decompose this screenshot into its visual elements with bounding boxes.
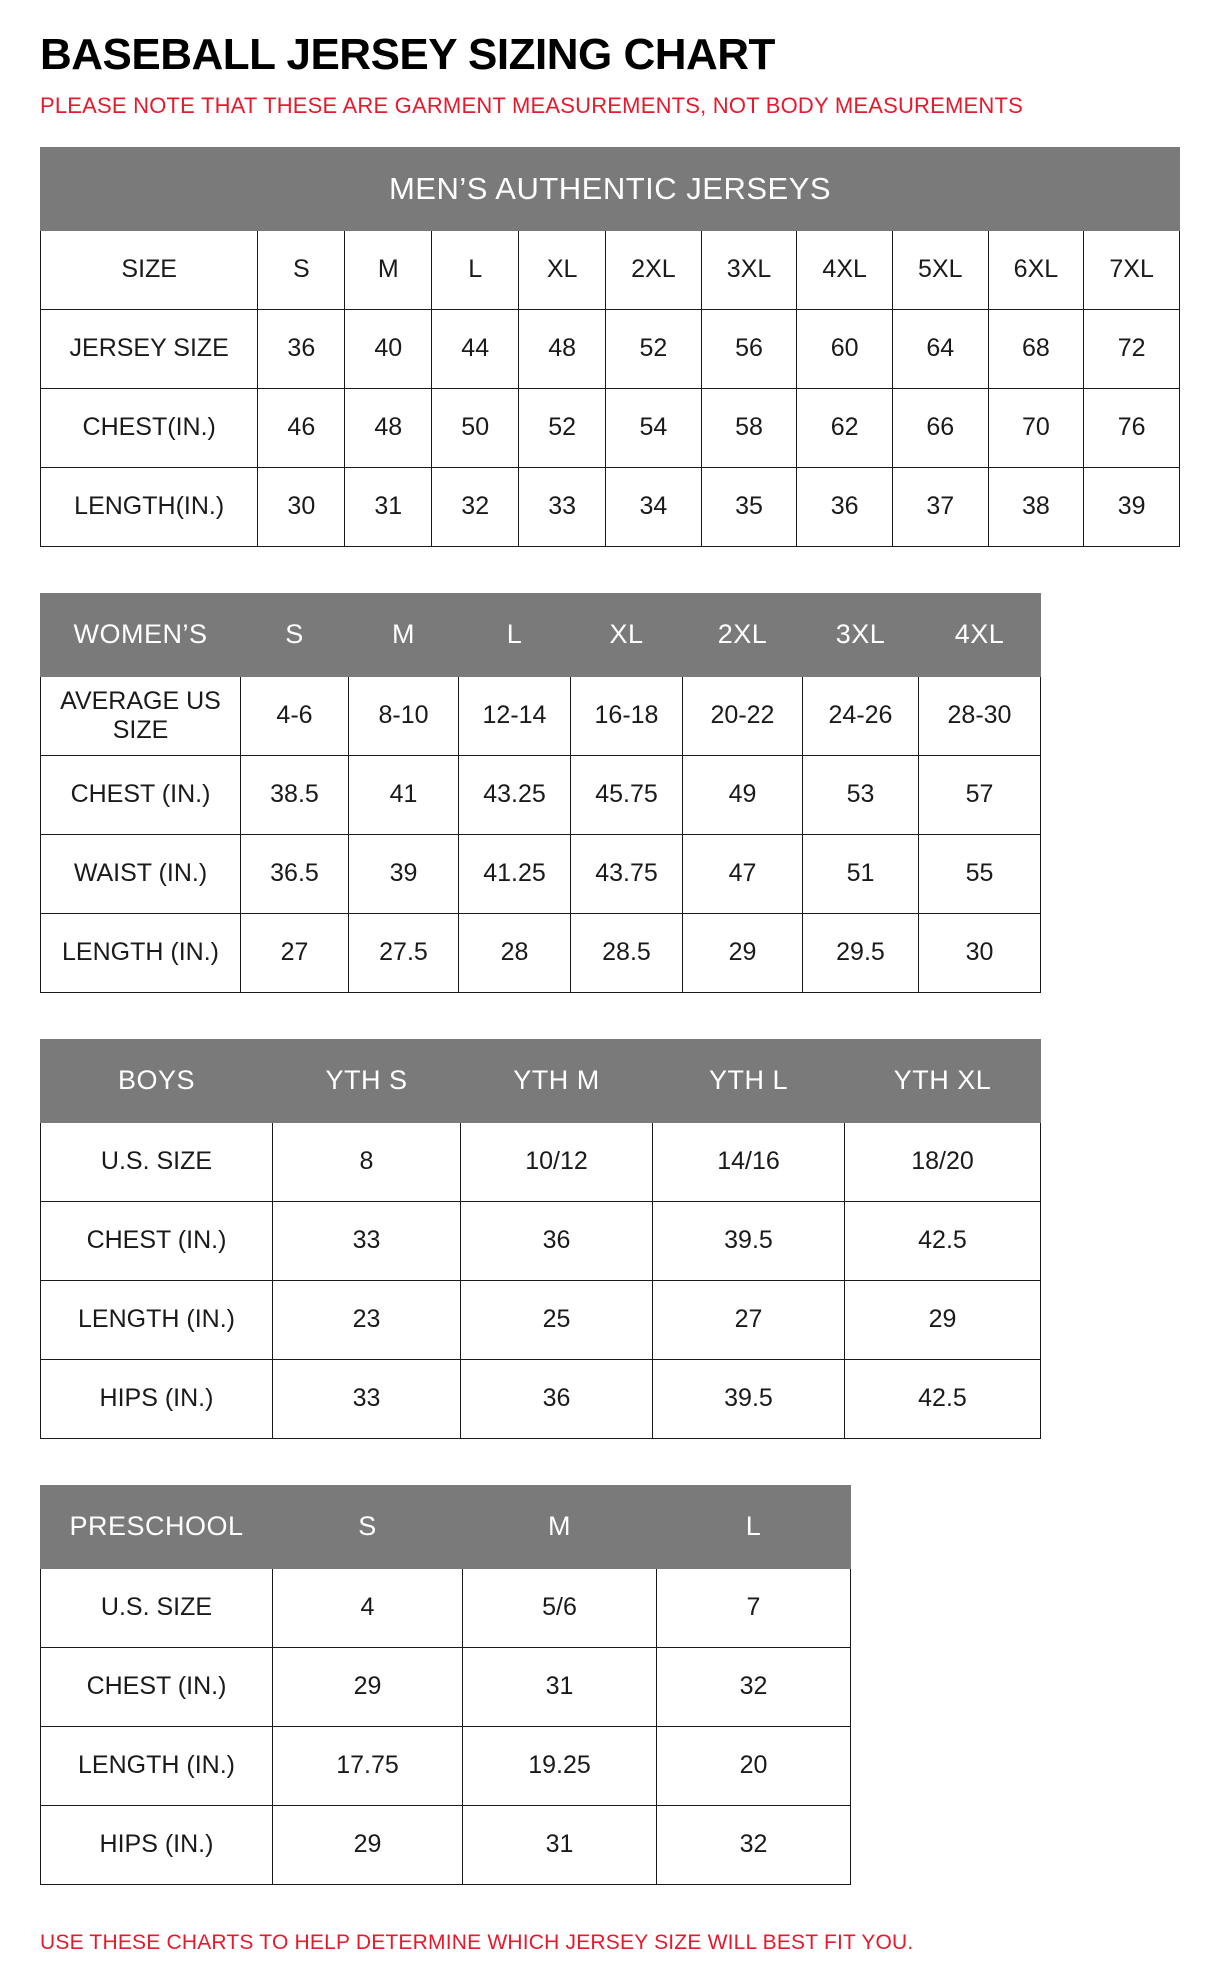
mens-col-size: SIZE — [41, 230, 258, 309]
preschool-col-m: M — [463, 1485, 657, 1568]
womens-cell: 51 — [803, 834, 919, 913]
womens-col-4xl: 4XL — [919, 593, 1041, 676]
womens-row-label: AVERAGE US SIZE — [41, 676, 241, 755]
boys-row-label: LENGTH (IN.) — [41, 1280, 273, 1359]
womens-row-label: CHEST (IN.) — [41, 755, 241, 834]
mens-cell: 44 — [432, 309, 519, 388]
preschool-row-label: CHEST (IN.) — [41, 1647, 273, 1726]
preschool-col-title: PRESCHOOL — [41, 1485, 273, 1568]
womens-cell: 57 — [919, 755, 1041, 834]
preschool-cell: 32 — [657, 1805, 851, 1884]
womens-col-l: L — [459, 593, 571, 676]
preschool-col-l: L — [657, 1485, 851, 1568]
mens-cell: 37 — [892, 467, 988, 546]
preschool-sizing-table — [40, 1485, 851, 1885]
mens-cell: 52 — [519, 388, 606, 467]
preschool-cell: 4 — [273, 1568, 463, 1647]
boys-cell: 39.5 — [653, 1359, 845, 1438]
preschool-col-s: S — [273, 1485, 463, 1568]
table-row — [41, 913, 1041, 992]
footer-note: USE THESE CHARTS TO HELP DETERMINE WHICH JERSEY SIZE WILL BEST FIT YOU. — [40, 1930, 914, 1954]
womens-cell: 28-30 — [919, 676, 1041, 755]
table-row — [41, 1647, 851, 1726]
table-row — [41, 388, 1180, 467]
womens-col-xl: XL — [571, 593, 683, 676]
mens-col-6xl: 6XL — [988, 230, 1084, 309]
mens-cell: 64 — [892, 309, 988, 388]
mens-cell: 39 — [1084, 467, 1180, 546]
womens-cell: 29.5 — [803, 913, 919, 992]
preschool-row-label: U.S. SIZE — [41, 1568, 273, 1647]
table-row — [41, 676, 1041, 755]
womens-cell: 39 — [349, 834, 459, 913]
boys-cell: 25 — [461, 1280, 653, 1359]
boys-col-yth-m: YTH M — [461, 1039, 653, 1122]
preschool-cell: 29 — [273, 1647, 463, 1726]
mens-cell: 60 — [797, 309, 893, 388]
preschool-cell: 32 — [657, 1647, 851, 1726]
mens-cell: 48 — [345, 388, 432, 467]
boys-header-row — [41, 1039, 1041, 1122]
boys-cell: 29 — [845, 1280, 1041, 1359]
mens-cell: 68 — [988, 309, 1084, 388]
boys-cell: 36 — [461, 1201, 653, 1280]
mens-cell: 30 — [258, 467, 345, 546]
mens-cell: 32 — [432, 467, 519, 546]
page-title: BASEBALL JERSEY SIZING CHART — [40, 30, 775, 79]
womens-cell: 20-22 — [683, 676, 803, 755]
mens-col-7xl: 7XL — [1084, 230, 1180, 309]
boys-row-label: CHEST (IN.) — [41, 1201, 273, 1280]
mens-cell: 35 — [701, 467, 797, 546]
womens-cell: 53 — [803, 755, 919, 834]
preschool-cell: 20 — [657, 1726, 851, 1805]
mens-cell: 70 — [988, 388, 1084, 467]
preschool-row-label: LENGTH (IN.) — [41, 1726, 273, 1805]
womens-cell: 28 — [459, 913, 571, 992]
mens-cell: 36 — [258, 309, 345, 388]
womens-col-2xl: 2XL — [683, 593, 803, 676]
mens-row-label: JERSEY SIZE — [41, 309, 258, 388]
mens-sizing-table — [40, 147, 1180, 547]
womens-cell: 12-14 — [459, 676, 571, 755]
womens-cell: 28.5 — [571, 913, 683, 992]
mens-col-l: L — [432, 230, 519, 309]
table-row — [41, 834, 1041, 913]
womens-cell: 27 — [241, 913, 349, 992]
mens-cell: 56 — [701, 309, 797, 388]
mens-cell: 54 — [606, 388, 702, 467]
preschool-row-label: HIPS (IN.) — [41, 1805, 273, 1884]
womens-cell: 36.5 — [241, 834, 349, 913]
boys-cell: 14/16 — [653, 1122, 845, 1201]
mens-col-s: S — [258, 230, 345, 309]
boys-cell: 33 — [273, 1201, 461, 1280]
mens-cell: 48 — [519, 309, 606, 388]
womens-cell: 30 — [919, 913, 1041, 992]
table-row — [41, 1805, 851, 1884]
boys-cell: 8 — [273, 1122, 461, 1201]
womens-sizing-table — [40, 593, 1041, 993]
womens-cell: 24-26 — [803, 676, 919, 755]
boys-cell: 42.5 — [845, 1359, 1041, 1438]
womens-cell: 43.75 — [571, 834, 683, 913]
mens-cell: 38 — [988, 467, 1084, 546]
table-row — [41, 1201, 1041, 1280]
preschool-header-row — [41, 1485, 851, 1568]
boys-col-yth-l: YTH L — [653, 1039, 845, 1122]
mens-header-row — [41, 230, 1180, 309]
boys-cell: 36 — [461, 1359, 653, 1438]
womens-cell: 41 — [349, 755, 459, 834]
mens-col-4xl: 4XL — [797, 230, 893, 309]
mens-cell: 62 — [797, 388, 893, 467]
mens-cell: 31 — [345, 467, 432, 546]
boys-cell: 10/12 — [461, 1122, 653, 1201]
table-row — [41, 1122, 1041, 1201]
mens-col-3xl: 3XL — [701, 230, 797, 309]
womens-cell: 4-6 — [241, 676, 349, 755]
womens-col-m: M — [349, 593, 459, 676]
boys-cell: 42.5 — [845, 1201, 1041, 1280]
womens-cell: 38.5 — [241, 755, 349, 834]
boys-col-yth-s: YTH S — [273, 1039, 461, 1122]
mens-col-5xl: 5XL — [892, 230, 988, 309]
womens-row-label: WAIST (IN.) — [41, 834, 241, 913]
boys-cell: 33 — [273, 1359, 461, 1438]
boys-cell: 39.5 — [653, 1201, 845, 1280]
mens-row-label: LENGTH(IN.) — [41, 467, 258, 546]
boys-cell: 27 — [653, 1280, 845, 1359]
preschool-cell: 29 — [273, 1805, 463, 1884]
womens-cell: 29 — [683, 913, 803, 992]
mens-cell: 40 — [345, 309, 432, 388]
womens-col-s: S — [241, 593, 349, 676]
womens-cell: 49 — [683, 755, 803, 834]
mens-cell: 34 — [606, 467, 702, 546]
table-row — [41, 1568, 851, 1647]
mens-col-2xl: 2XL — [606, 230, 702, 309]
measurement-note: PLEASE NOTE THAT THESE ARE GARMENT MEASUREMENTS, NOT BODY MEASUREMENTS — [40, 93, 1024, 119]
boys-col-title: BOYS — [41, 1039, 273, 1122]
womens-cell: 16-18 — [571, 676, 683, 755]
mens-row-label: CHEST(IN.) — [41, 388, 258, 467]
mens-banner-label: MEN’S AUTHENTIC JERSEYS — [41, 147, 1180, 230]
table-row — [41, 309, 1180, 388]
mens-cell: 72 — [1084, 309, 1180, 388]
mens-cell: 33 — [519, 467, 606, 546]
boys-cell: 23 — [273, 1280, 461, 1359]
womens-header-row — [41, 593, 1041, 676]
mens-cell: 76 — [1084, 388, 1180, 467]
womens-cell: 45.75 — [571, 755, 683, 834]
womens-cell: 43.25 — [459, 755, 571, 834]
preschool-cell: 17.75 — [273, 1726, 463, 1805]
mens-cell: 36 — [797, 467, 893, 546]
womens-cell: 55 — [919, 834, 1041, 913]
boys-cell: 18/20 — [845, 1122, 1041, 1201]
womens-col-title: WOMEN’S — [41, 593, 241, 676]
table-row — [41, 1280, 1041, 1359]
preschool-cell: 31 — [463, 1647, 657, 1726]
womens-cell: 27.5 — [349, 913, 459, 992]
womens-col-3xl: 3XL — [803, 593, 919, 676]
mens-cell: 52 — [606, 309, 702, 388]
mens-col-xl: XL — [519, 230, 606, 309]
boys-col-yth-xl: YTH XL — [845, 1039, 1041, 1122]
table-row — [41, 755, 1041, 834]
table-row — [41, 467, 1180, 546]
womens-cell: 47 — [683, 834, 803, 913]
boys-row-label: HIPS (IN.) — [41, 1359, 273, 1438]
preschool-cell: 19.25 — [463, 1726, 657, 1805]
table-row — [41, 1726, 851, 1805]
womens-cell: 41.25 — [459, 834, 571, 913]
boys-sizing-table — [40, 1039, 1041, 1439]
preschool-cell: 7 — [657, 1568, 851, 1647]
boys-row-label: U.S. SIZE — [41, 1122, 273, 1201]
preschool-cell: 31 — [463, 1805, 657, 1884]
mens-cell: 50 — [432, 388, 519, 467]
mens-banner-row — [41, 147, 1180, 230]
preschool-cell: 5/6 — [463, 1568, 657, 1647]
table-row — [41, 1359, 1041, 1438]
womens-cell: 8-10 — [349, 676, 459, 755]
mens-cell: 66 — [892, 388, 988, 467]
mens-col-m: M — [345, 230, 432, 309]
mens-cell: 46 — [258, 388, 345, 467]
mens-cell: 58 — [701, 388, 797, 467]
womens-row-label: LENGTH (IN.) — [41, 913, 241, 992]
